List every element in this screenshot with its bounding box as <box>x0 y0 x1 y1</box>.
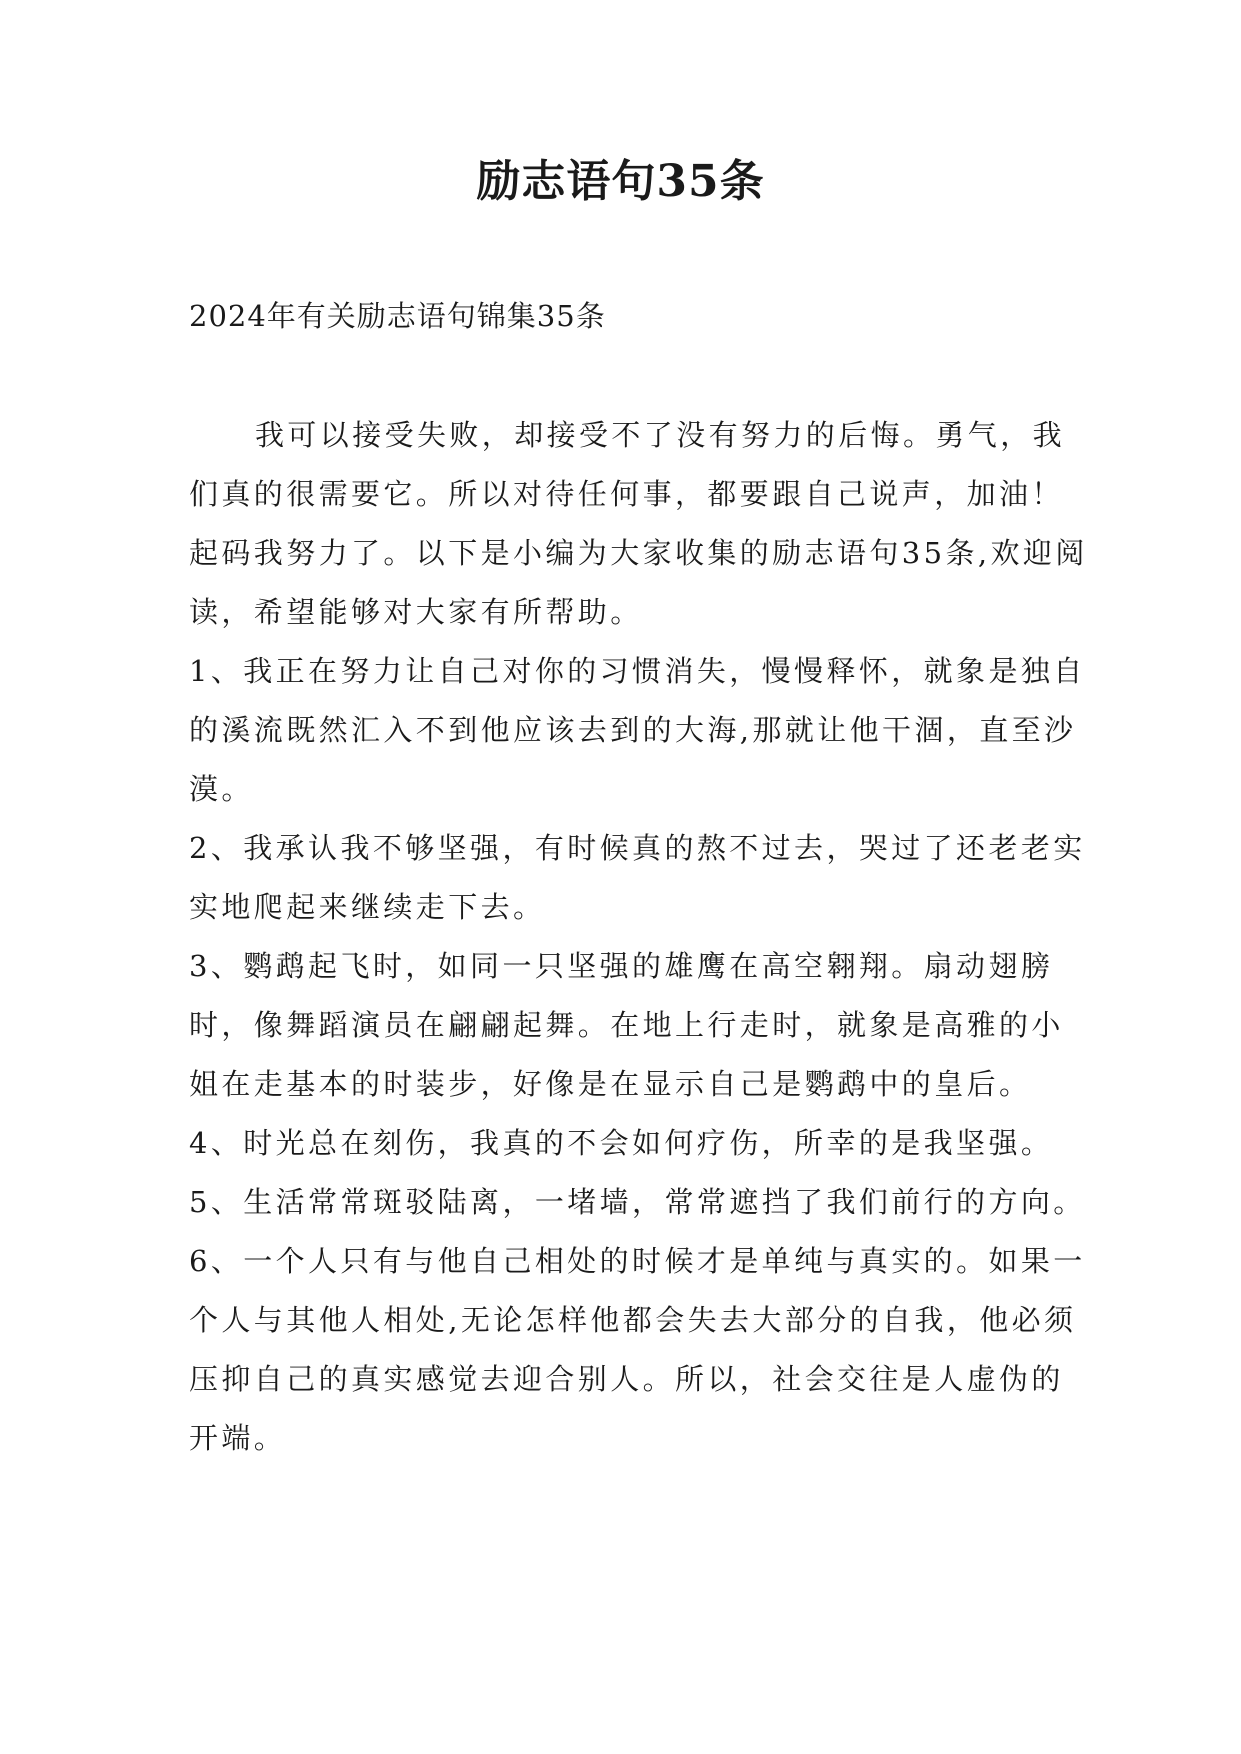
document-subtitle: 2024年有关励志语句锦集35条 <box>189 299 606 333</box>
intro-paragraph: 我可以接受失败，却接受不了没有努力的后悔。勇气，我们真的很需要它。所以对待任何事，都要跟自己说声，加油！起码我努力了。以下是小编为大家收集的励志语句35条,欢迎阅读，希望能够对大家有所帮助。 <box>189 418 1088 629</box>
list-item: 4、时光总在刻伤，我真的不会如何疗伤，所幸的是我坚强。 <box>189 1126 1054 1160</box>
list-item: 2、我承认我不够坚强，有时候真的熬不过去，哭过了还老老实实地爬起来继续走下去。 <box>189 831 1086 924</box>
document-title: 励志语句35条 <box>476 156 765 207</box>
document-body <box>189 406 1089 1468</box>
list-item: 1、我正在努力让自己对你的习惯消失，慢慢释怀，就象是独自的溪流既然汇入不到他应该去到的大海,那就让他干涸，直至沙漠。 <box>189 654 1086 806</box>
list-item: 6、一个人只有与他自己相处的时候才是单纯与真实的。如果一个人与其他人相处,无论怎样他都会失去大部分的自我，他必须压抑自己的真实感觉去迎合别人。所以，社会交往是人虚伪的开端。 <box>189 1244 1086 1455</box>
list-item: 5、生活常常斑驳陆离，一堵墙，常常遮挡了我们前行的方向。 <box>189 1185 1086 1219</box>
list-item: 3、鹦鹉起飞时，如同一只坚强的雄鹰在高空翱翔。扇动翅膀时，像舞蹈演员在翩翩起舞。在地上行走时，就象是高雅的小姐在走基本的时装步，好像是在显示自己是鹦鹉中的皇后。 <box>189 949 1064 1101</box>
